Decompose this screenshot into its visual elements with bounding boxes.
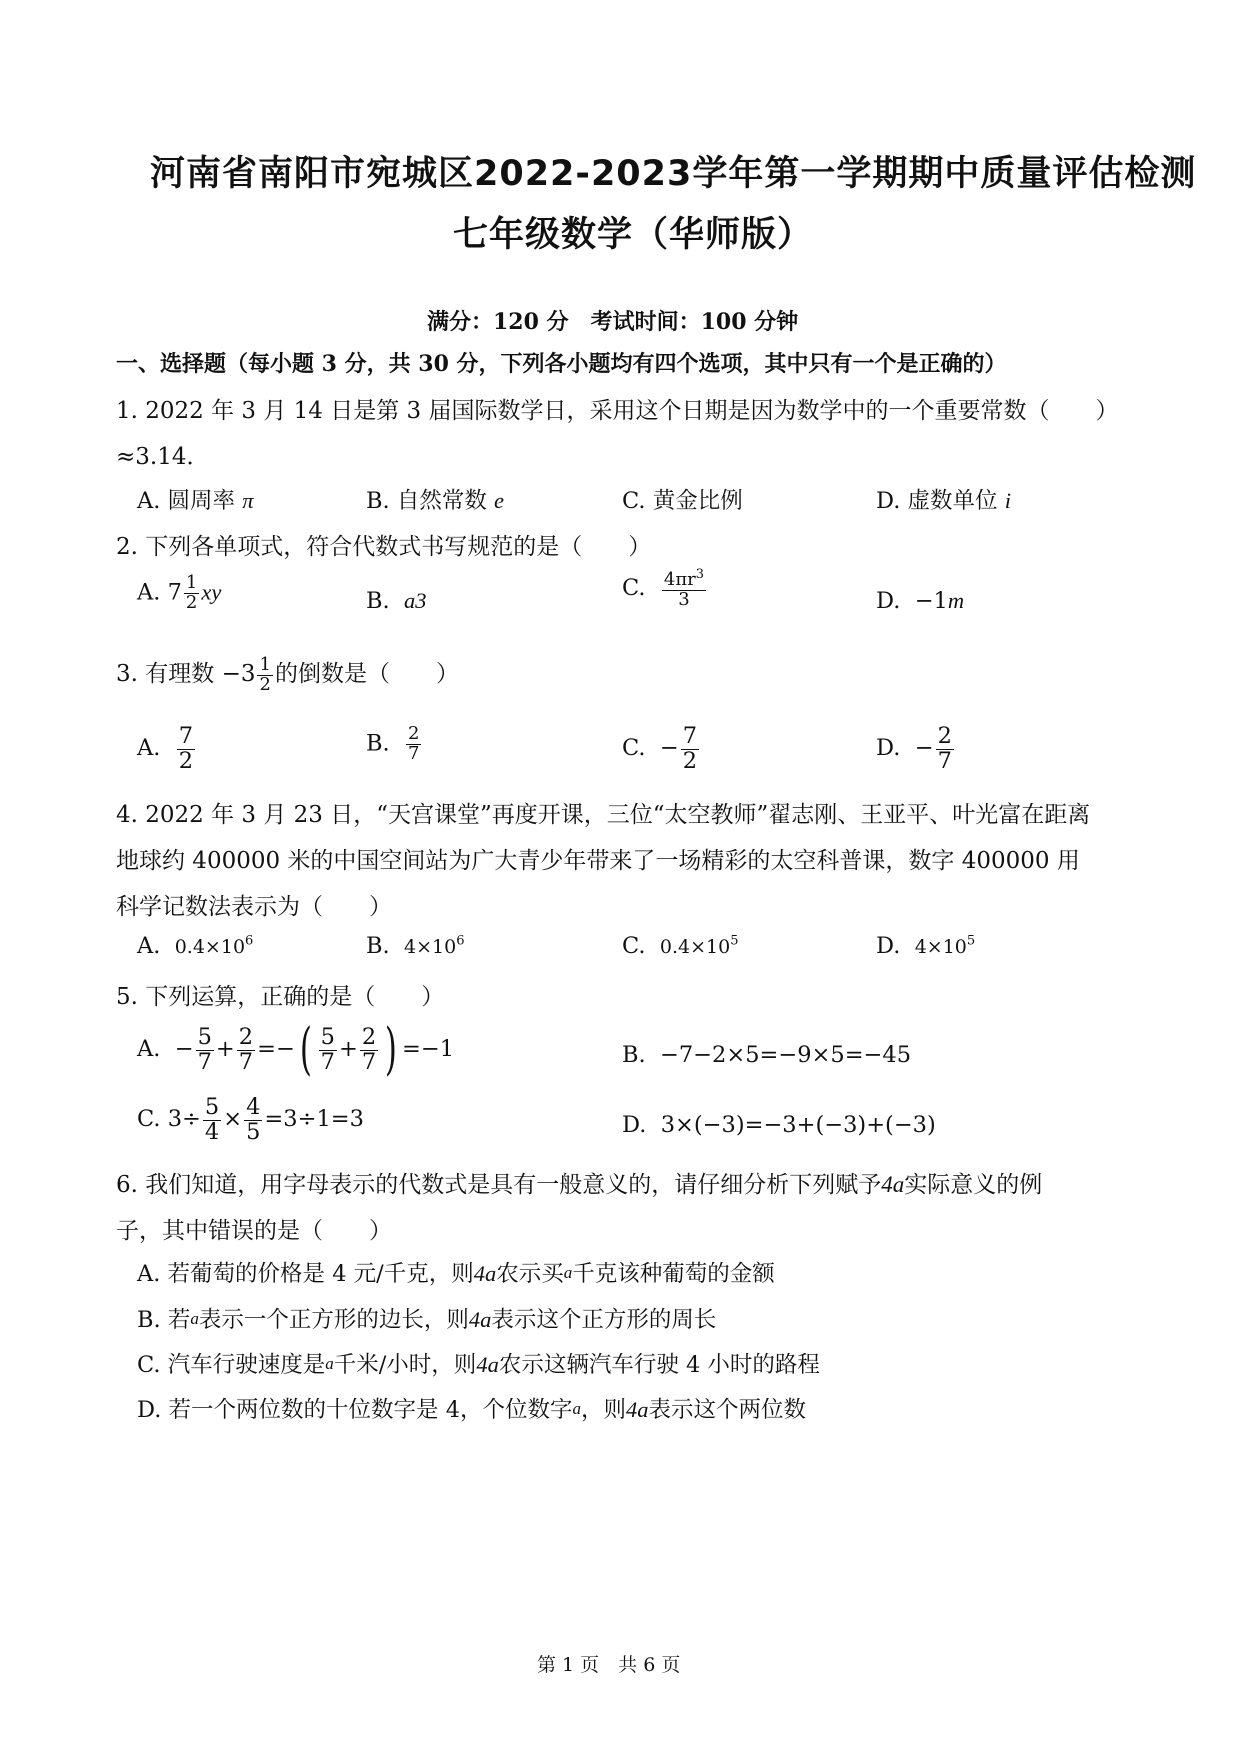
q4-option-c: C. $0.4\times 10^5$	[622, 933, 739, 959]
q3-stem: 3. 有理数 −3 $\frac{1}{2}$ 的倒数是（ ）	[116, 653, 459, 695]
q6-option-b: B. 若a表示一个正方形的边长，则4a表示这个正方形的周长	[137, 1307, 717, 1333]
q3-option-a: A. $\frac{7}{2}$	[137, 723, 194, 774]
q5-option-a: A. − $\frac{5}{7}$ + $\frac{2}{7}$ =−( $\frac{5}{7}$ + $\frac{2}{7}$ ) =−1	[137, 1017, 455, 1082]
q3-option-c: C. − $\frac{7}{2}$	[622, 723, 698, 774]
q4-option-d: D. $4\times 10^5$	[876, 933, 976, 959]
page-title-line1: 河南省南阳市宛城区2022-2023学年第一学期期中质量评估检测	[150, 154, 1197, 194]
q2-option-d: D. −1m	[876, 588, 965, 614]
q1-option-a: A. 圆周率 π	[137, 488, 254, 514]
q4-stem-line1: 4. 2022 年 3 月 23 日，“天宫课堂”再度开课，三位“太空教师”翟志刚、王亚平、叶光富在距离	[116, 802, 1091, 828]
q1-option-b: B. 自然常数 e	[366, 488, 504, 514]
q5-option-c: C. 3÷ $\frac{5}{4}$ × $\frac{4}{5}$ =3÷1=3	[137, 1094, 364, 1145]
q6-stem-line1: 6. 我们知道，用字母表示的代数式是具有一般意义的，请仔细分析下列赋予4a实际意义的例	[116, 1172, 1043, 1198]
q2-stem: 2. 下列各单项式，符合代数式书写规范的是（ ）	[116, 534, 652, 560]
q4-stem-line3: 科学记数法表示为（ ）	[116, 894, 392, 920]
q1-option-c: C. 黄金比例	[622, 488, 743, 514]
section-heading: 一、选择题（每小题 3 分，共 30 分，下列各小题均有四个选项，其中只有一个是正确的）	[116, 351, 1007, 377]
page-title-line2: 七年级数学（华师版）	[453, 215, 814, 255]
q1-stem-line1: 1. 2022 年 3 月 14 日是第 3 届国际数学日，采用这个日期是因为数学中的一个重要常数（ ）	[116, 398, 1119, 424]
q2-option-c: C. $\frac{4\pi r^3}{3}$	[622, 567, 705, 610]
q4-stem-line2: 地球约 400000 米的中国空间站为广大青少年带来了一场精彩的太空科普课，数字 400000 用	[116, 848, 1080, 874]
q3-option-d: D. − $\frac{2}{7}$	[876, 723, 952, 774]
q4-option-b: B. $4\times 10^6$	[366, 933, 465, 959]
q6-option-a: A. 若葡萄的价格是 4 元/千克，则4a农示买a千克该种葡萄的金额	[137, 1261, 775, 1287]
q4-option-a: A. $0.4\times 10^6$	[137, 933, 254, 959]
q5-stem: 5. 下列运算，正确的是（ ）	[116, 984, 445, 1010]
q5-option-d: D. 3×(−3)=−3+(−3)+(−3)	[622, 1112, 936, 1138]
q1-option-d: D. 虚数单位 i	[876, 488, 1011, 514]
q3-option-b: B. $\frac{2}{7}$	[366, 723, 420, 764]
q6-option-d: D. 若一个两位数的十位数字是 4，个位数字a，则4a表示这个两位数	[137, 1397, 807, 1423]
q6-option-c: C. 汽车行驶速度是a千米/小时，则4a农示这辆汽车行驶 4 小时的路程	[137, 1352, 820, 1378]
q2-option-b: B. a3	[366, 588, 427, 614]
exam-meta: 满分：120 分 考试时间：100 分钟	[427, 309, 799, 335]
q5-option-b: B. −7−2×5=−9×5=−45	[622, 1042, 912, 1068]
page-number: 第 1 页 共 6 页	[537, 1654, 681, 1676]
q2-option-a: A. 7 $\frac{1}{2}$ xy	[137, 572, 222, 613]
q1-stem-line2: ≈3.14．	[116, 444, 210, 470]
q6-stem-line2: 子，其中错误的是（ ）	[116, 1218, 392, 1244]
